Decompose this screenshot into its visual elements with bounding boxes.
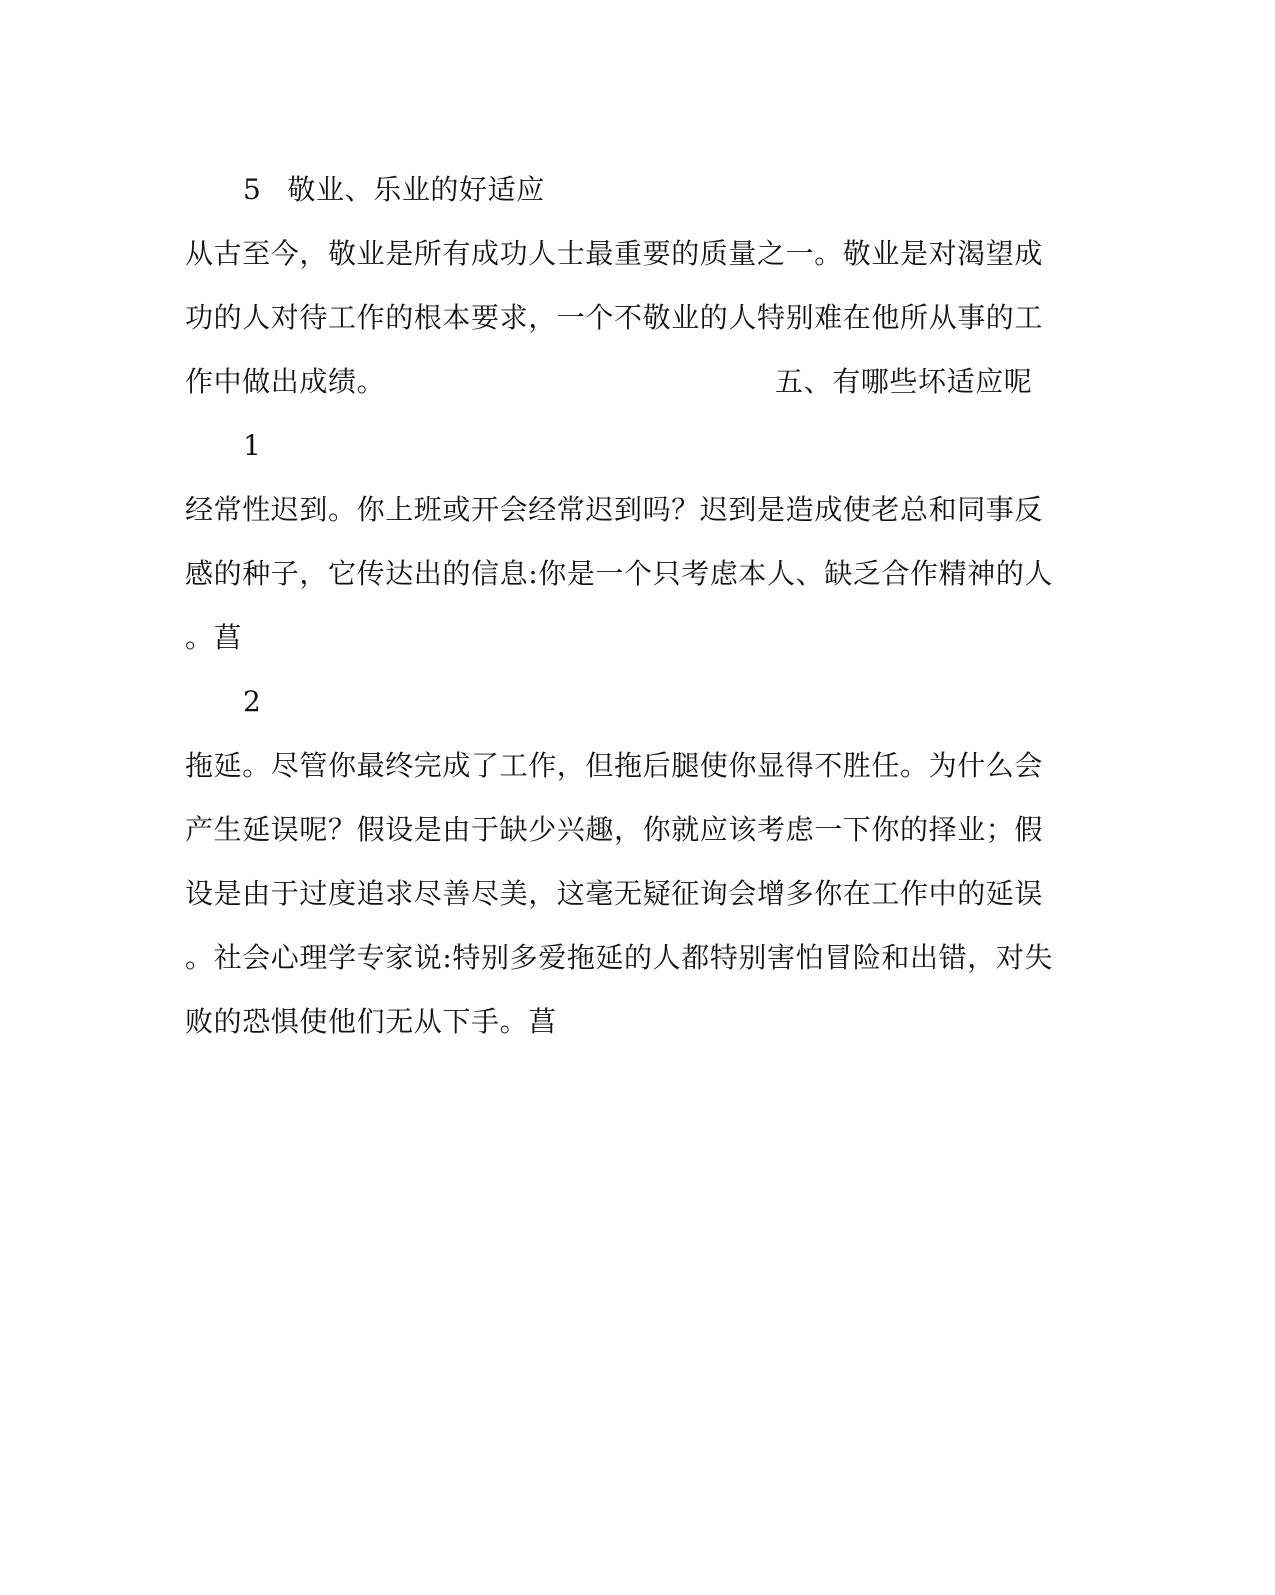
paragraph-line: 拖延。尽管你最终完成了工作，但拖后腿使你显得不胜任。为什么会 <box>185 749 1044 782</box>
paragraph-line: 。菖 <box>185 621 243 654</box>
paragraph-line: 。社会心理学专家说:特别多爱拖延的人都特别害怕冒险和出错，对失 <box>185 941 1054 974</box>
paragraph-line-with-heading <box>185 364 1085 400</box>
paragraph-line: 败的恐惧使他们无从下手。菖 <box>185 1005 557 1038</box>
item-2-number: 2 <box>243 685 262 718</box>
item-1-number: 1 <box>243 429 262 462</box>
paragraph-line: 从古至今，敬业是所有成功人士最重要的质量之一。敬业是对渴望成 <box>185 237 1044 270</box>
paragraph-line: 感的种子，它传达出的信息:你是一个只考虑本人、缺乏合作精神的人 <box>185 557 1054 590</box>
section-5-heading <box>243 172 545 208</box>
section-number: 5 <box>243 173 262 206</box>
paragraph-line: 功的人对待工作的根本要求，一个不敬业的人特别难在他所从事的工 <box>185 301 1044 334</box>
paragraph-line: 设是由于过度追求尽善尽美，这毫无疑征询会增多你在工作中的延误 <box>185 877 1044 910</box>
section-five-heading: 五、有哪些坏适应呢 <box>775 365 1033 398</box>
section-title: 敬业、乐业的好适应 <box>287 173 545 206</box>
paragraph-line: 作中做出成绩。 <box>185 365 386 398</box>
paragraph-line: 经常性迟到。你上班或开会经常迟到吗？迟到是造成使老总和同事反 <box>185 493 1044 526</box>
paragraph-line: 产生延误呢？假设是由于缺少兴趣，你就应该考虑一下你的择业；假 <box>185 813 1044 846</box>
